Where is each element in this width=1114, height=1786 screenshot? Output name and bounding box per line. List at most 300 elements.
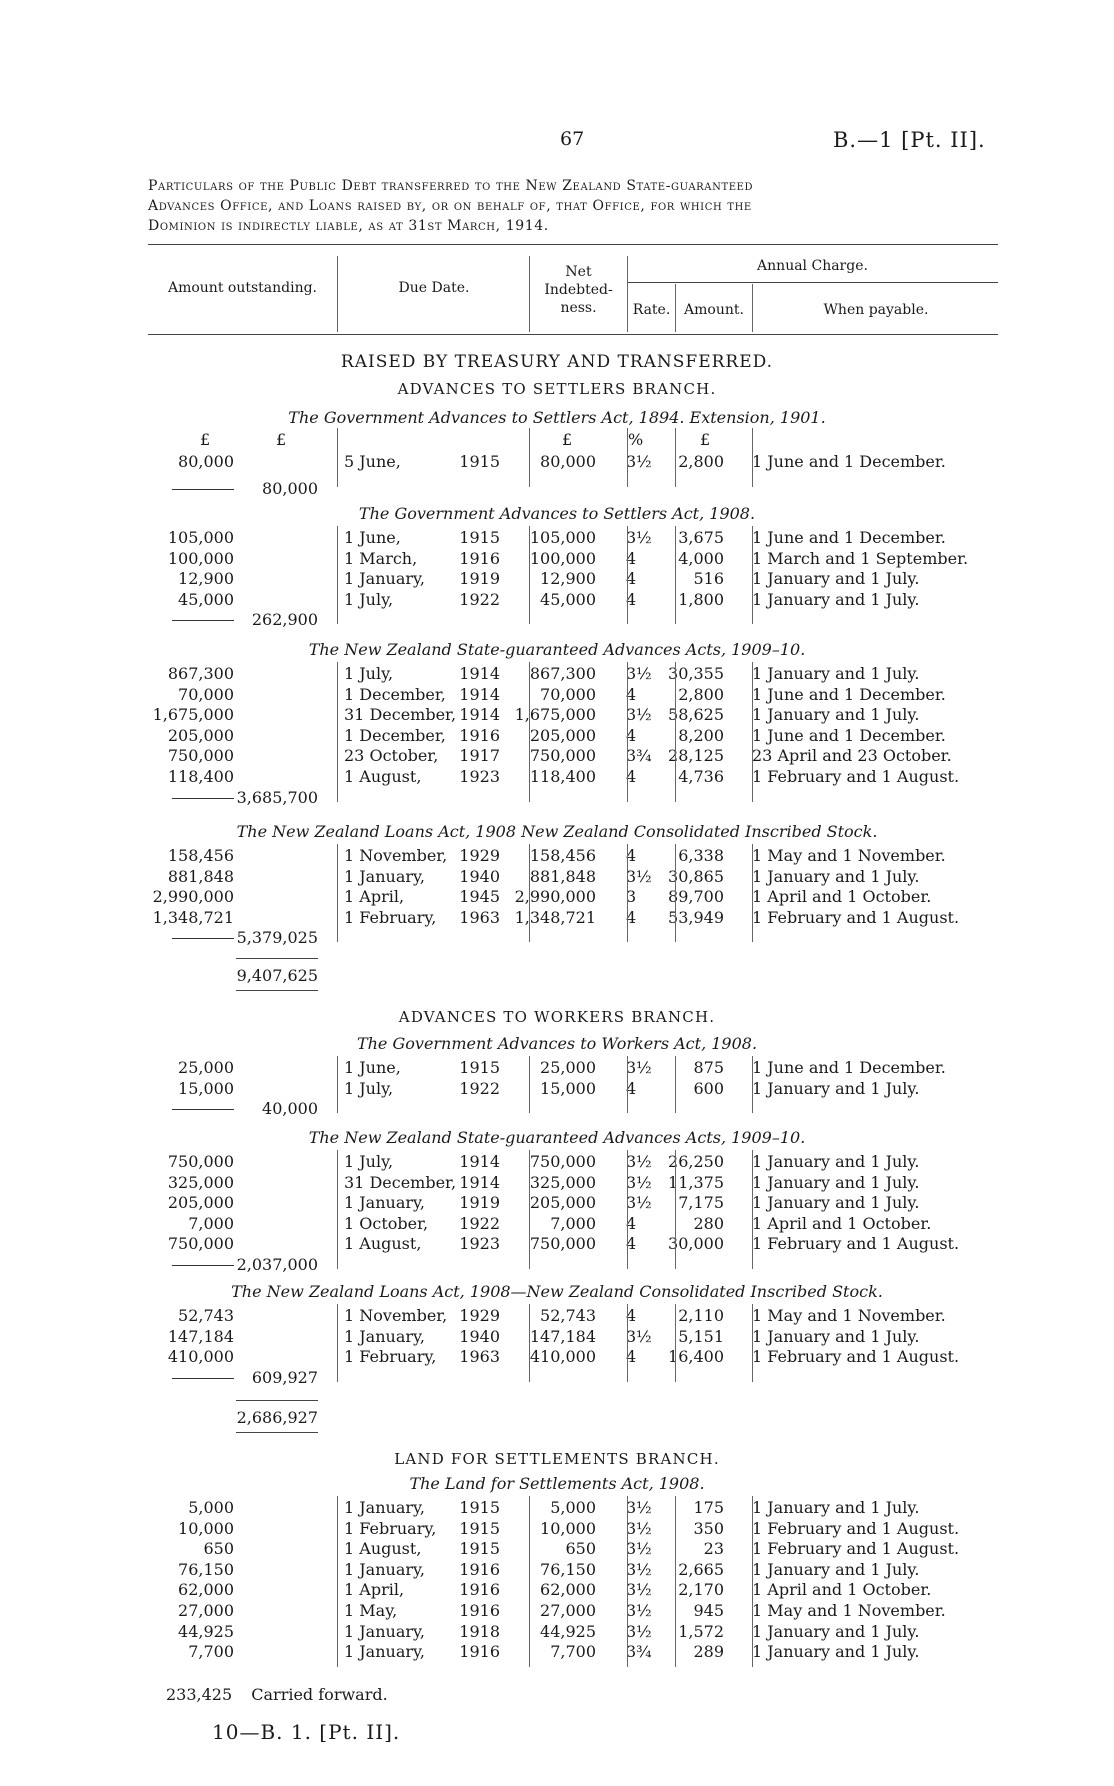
amount-outstanding: 44,925 [178,1621,234,1641]
header-when-payable: When payable. [823,302,929,318]
amount-outstanding: 867,300 [167,664,234,683]
annual-charge-amount: 600 [693,1078,724,1098]
when-payable: 1 February and 1 August. [752,1347,960,1367]
table-row [0,1642,1114,1662]
table-row [0,908,1114,928]
column-divider [627,1496,628,1667]
amount-outstanding: 205,000 [167,725,234,745]
interest-rate: 3½ [626,1518,652,1538]
due-date-day: 1 February, [344,1347,437,1367]
column-divider [627,1150,628,1269]
annual-charge-amount: 89,700 [668,887,724,907]
column-divider [627,662,628,802]
table-row [0,1580,1114,1600]
annual-charge-amount: 289 [693,1642,724,1662]
due-date-day: 1 August, [344,1234,422,1254]
due-date-year: 1923 [459,1234,500,1254]
due-date-year: 1963 [459,1347,500,1367]
due-date-day: 1 May, [344,1601,398,1620]
pound-unit: £ [276,430,287,449]
act-title: The New Zealand State-guaranteed Advances Acts, 1909–10. [308,1128,806,1147]
interest-rate: 4 [626,1306,637,1325]
column-divider [675,1496,676,1667]
amount-outstanding: 5,000 [188,1498,234,1517]
net-indebtedness: 2,990,000 [514,887,596,907]
annual-charge-amount: 875 [693,1058,724,1077]
due-date-day: 1 July, [344,1078,394,1098]
subtotal-dash [172,938,234,939]
table-row [0,664,1114,684]
interest-rate: 4 [626,548,637,568]
annual-charge-amount: 53,949 [668,907,724,927]
net-indebtedness: 12,900 [540,569,596,589]
net-indebtedness: 80,000 [540,452,596,471]
when-payable: 1 February and 1 August. [752,1234,960,1254]
total-rule-top [236,1400,318,1401]
column-divider [752,844,753,942]
when-payable: 1 April and 1 October. [752,1213,932,1233]
annual-charge-amount: 58,625 [668,705,724,725]
annual-charge-amount: 30,355 [668,664,724,683]
due-date-year: 1922 [459,589,500,609]
header-net-1: Net [565,264,592,280]
due-date-day: 1 December, [344,684,446,704]
amount-outstanding: 158,456 [167,846,234,865]
when-payable: 1 April and 1 October. [752,1580,932,1600]
due-date-year: 1915 [459,1518,500,1538]
when-payable: 1 January and 1 July. [752,589,920,609]
amount-outstanding: 325,000 [167,1172,234,1192]
column-divider [529,844,530,942]
table-row [0,685,1114,705]
column-divider [752,1304,753,1382]
due-date-year: 1916 [459,725,500,745]
title-line-3: Dominion is indirectly liable, as at 31st March, 1914. [148,218,549,234]
table-row [0,705,1114,725]
net-indebtedness: 205,000 [529,1193,596,1213]
table-row [0,1601,1114,1621]
due-date-day: 23 October, [344,746,439,766]
due-date-year: 1914 [459,684,500,704]
header-amount-outstanding: Amount outstanding. [167,280,318,296]
when-payable: 1 June and 1 December. [752,684,946,704]
annual-charge-amount: 2,800 [678,452,724,471]
header-divider [752,284,753,332]
due-date-year: 1914 [459,705,500,725]
column-divider [337,1056,338,1113]
net-indebtedness: 410,000 [529,1347,596,1367]
column-divider [675,1304,676,1382]
interest-rate: 3½ [626,1152,652,1171]
branch-subtotal: 2,037,000 [236,1255,318,1274]
when-payable: 1 February and 1 August. [752,767,960,786]
net-indebtedness: 1,348,721 [514,907,596,927]
column-divider [337,1496,338,1667]
act-title: The New Zealand State-guaranteed Advances Acts, 1909–10. [308,640,806,659]
when-payable: 1 January and 1 July. [752,1621,920,1641]
due-date-day: 31 December, [344,1172,457,1192]
table-row [0,590,1114,610]
due-date-year: 1918 [459,1621,500,1641]
section-heading: RAISED BY TREASURY AND TRANSFERRED. [340,352,774,372]
column-divider [675,844,676,942]
due-date-day: 1 August, [344,1539,422,1559]
net-indebtedness: 76,150 [540,1559,596,1579]
net-indebtedness: 158,456 [529,846,596,865]
table-row [0,726,1114,746]
annual-charge-amount: 350 [693,1518,724,1538]
due-date-year: 1940 [459,866,500,886]
due-date-day: 1 April, [344,887,405,907]
amount-outstanding: 12,900 [178,569,234,589]
interest-rate: 4 [626,684,637,704]
interest-rate: 3 [626,887,637,907]
annual-charge-amount: 8,200 [678,725,724,745]
column-divider [529,1150,530,1269]
due-date-day: 1 November, [344,1306,448,1325]
amount-outstanding: 205,000 [167,1193,234,1213]
when-payable: 1 January and 1 July. [752,1498,920,1517]
header-due-date: Due Date. [398,280,470,296]
branch-subtotal: 5,379,025 [236,928,318,948]
interest-rate: 3½ [626,452,652,471]
due-date-year: 1915 [459,528,500,547]
table-row [0,746,1114,766]
when-payable: 1 May and 1 November. [752,1601,946,1620]
branch-subtotal: 80,000 [262,478,318,498]
interest-rate: 3¾ [626,1642,652,1662]
annual-charge-rule [627,282,998,283]
due-date-day: 1 February, [344,907,437,927]
table-row [0,569,1114,589]
net-indebtedness: 750,000 [529,1234,596,1254]
subtotal-dash [172,798,234,799]
interest-rate: 4 [626,907,637,927]
column-divider [529,1496,530,1667]
table-row [0,767,1114,787]
annual-charge-amount: 7,175 [678,1193,724,1213]
page-number: 67 [560,128,585,150]
interest-rate: 4 [626,1234,637,1254]
amount-outstanding: 2,990,000 [152,887,234,907]
amount-outstanding: 76,150 [178,1559,234,1579]
interest-rate: 3½ [626,664,652,683]
interest-rate: 3½ [626,705,652,725]
subtotal-dash [172,1378,234,1379]
when-payable: 1 January and 1 July. [752,1326,920,1346]
header-annual-charge: Annual Charge. [757,258,868,274]
column-divider [675,1150,676,1269]
column-divider [752,428,753,487]
table-row [0,846,1114,866]
amount-outstanding: 410,000 [167,1347,234,1367]
pound-unit: £ [562,430,573,449]
column-divider [675,428,676,487]
net-indebtedness: 881,848 [529,866,596,886]
table-row [0,1152,1114,1172]
net-indebtedness: 7,700 [550,1642,596,1662]
interest-rate: 4 [626,846,637,865]
due-date-year: 1929 [459,1306,500,1325]
amount-outstanding: 45,000 [178,589,234,609]
subtotal-dash [172,1109,234,1110]
due-date-year: 1923 [459,767,500,786]
due-date-year: 1919 [459,1193,500,1213]
annual-charge-amount: 11,375 [668,1172,724,1192]
branch-subtotal: 609,927 [251,1367,318,1387]
column-divider [337,844,338,942]
due-date-year: 1922 [459,1078,500,1098]
column-divider [752,1056,753,1113]
annual-charge-amount: 23 [703,1539,724,1559]
pound-unit: £ [200,430,211,449]
annual-charge-amount: 4,736 [678,767,724,786]
table-row [0,1193,1114,1213]
due-date-day: 5 June, [344,452,401,471]
interest-rate: 3½ [626,1193,652,1213]
when-payable: 23 April and 23 October. [752,746,952,766]
interest-rate: 4 [626,1078,637,1098]
branch-subtotal: 40,000 [262,1099,318,1119]
annual-charge-amount: 280 [693,1213,724,1233]
when-payable: 1 January and 1 July. [752,664,920,683]
net-indebtedness: 650 [565,1539,596,1559]
due-date-day: 1 February, [344,1518,437,1538]
table-row [0,1173,1114,1193]
table-row [0,1327,1114,1347]
table-row [0,1214,1114,1234]
column-divider [752,1496,753,1667]
annual-charge-amount: 30,000 [668,1234,724,1254]
header-amount: Amount. [684,302,744,318]
due-date-day: 1 January, [344,569,426,589]
annual-charge-amount: 30,865 [668,866,724,886]
document-reference: B.—1 [Pt. II]. [833,128,986,152]
due-date-year: 1915 [459,1498,500,1517]
column-divider [529,662,530,802]
net-indebtedness: 100,000 [529,548,596,568]
amount-outstanding: 100,000 [167,548,234,568]
interest-rate: 3½ [626,1326,652,1346]
total-rule-bottom [236,1432,318,1433]
amount-outstanding: 881,848 [167,866,234,886]
table-row [0,1347,1114,1367]
net-indebtedness: 7,000 [550,1213,596,1233]
net-indebtedness: 70,000 [540,684,596,704]
table-row [0,452,1114,472]
annual-charge-amount: 28,125 [668,746,724,766]
when-payable: 1 January and 1 July. [752,1642,920,1662]
due-date-day: 1 January, [344,1621,426,1641]
carried-forward-label: Carried forward. [251,1685,388,1704]
branch-total: 2,686,927 [236,1408,318,1427]
when-payable: 1 June and 1 December. [752,528,946,547]
when-payable: 1 January and 1 July. [752,1193,920,1213]
annual-charge-amount: 6,338 [678,846,724,865]
amount-outstanding: 10,000 [178,1518,234,1538]
amount-outstanding: 750,000 [167,1152,234,1171]
carried-forward [166,1685,388,1704]
when-payable: 1 January and 1 July. [752,705,920,725]
net-indebtedness: 750,000 [529,746,596,766]
due-date-day: 1 January, [344,866,426,886]
due-date-day: 1 June, [344,528,401,547]
due-date-year: 1919 [459,569,500,589]
pound-unit: £ [700,430,711,449]
due-date-day: 1 December, [344,725,446,745]
net-indebtedness: 52,743 [540,1306,596,1325]
net-indebtedness: 325,000 [529,1172,596,1192]
amount-outstanding: 27,000 [178,1601,234,1620]
net-indebtedness: 5,000 [550,1498,596,1517]
title-line-2: Advances Office, and Loans raised by, or on behalf of, that Office, for which the [148,198,752,214]
net-indebtedness: 118,400 [529,767,596,786]
table-row [0,1560,1114,1580]
due-date-year: 1940 [459,1326,500,1346]
due-date-year: 1914 [459,1152,500,1171]
when-payable: 1 January and 1 July. [752,866,920,886]
table-row [0,549,1114,569]
percent-unit: % [628,430,644,449]
net-indebtedness: 750,000 [529,1152,596,1171]
annual-charge-amount: 5,151 [678,1326,724,1346]
column-divider [627,1304,628,1382]
when-payable: 1 May and 1 November. [752,846,946,865]
column-divider [752,1150,753,1269]
due-date-year: 1914 [459,1172,500,1192]
when-payable: 1 June and 1 December. [752,452,946,471]
due-date-day: 1 October, [344,1213,429,1233]
when-payable: 1 June and 1 December. [752,1058,946,1077]
due-date-day: 1 January, [344,1193,426,1213]
act-title: The Land for Settlements Act, 1908. [409,1474,705,1493]
interest-rate: 3½ [626,1559,652,1579]
amount-outstanding: 52,743 [178,1306,234,1325]
due-date-day: 1 January, [344,1559,426,1579]
due-date-day: 1 July, [344,589,394,609]
act-title: The New Zealand Loans Act, 1908—New Zealand Consolidated Inscribed Stock. [231,1282,883,1301]
due-date-year: 1922 [459,1213,500,1233]
title-line-1: Particulars of the Public Debt transferred to the New Zealand State-guaranteed [148,178,754,194]
due-date-year: 1915 [459,1539,500,1559]
branch-subtotal: 3,685,700 [236,787,318,807]
subtotal-dash [172,620,234,621]
column-divider [675,1056,676,1113]
table-row [0,1498,1114,1518]
amount-outstanding: 7,700 [188,1642,234,1662]
amount-outstanding: 62,000 [178,1580,234,1600]
column-divider [337,1304,338,1382]
due-date-day: 1 June, [344,1058,401,1077]
branch-heading: LAND FOR SETTLEMENTS BRANCH. [394,1450,720,1468]
subtotal-dash [172,1265,234,1266]
interest-rate: 4 [626,767,637,786]
column-divider [337,1150,338,1269]
interest-rate: 4 [626,725,637,745]
amount-outstanding: 1,348,721 [152,907,234,927]
branch-heading: ADVANCES TO SETTLERS BRANCH. [397,380,717,398]
amount-outstanding: 80,000 [178,452,234,471]
amount-outstanding: 750,000 [167,746,234,766]
interest-rate: 3½ [626,1498,652,1517]
due-date-year: 1929 [459,846,500,865]
table-row [0,1622,1114,1642]
column-divider [529,526,530,624]
table-row [0,1539,1114,1559]
when-payable: 1 February and 1 August. [752,1539,960,1559]
net-indebtedness: 25,000 [540,1058,596,1077]
annual-charge-amount: 2,110 [678,1306,724,1325]
annual-charge-amount: 26,250 [668,1152,724,1171]
when-payable: 1 April and 1 October. [752,887,932,907]
header-bottom-rule [148,334,998,335]
amount-outstanding: 750,000 [167,1234,234,1254]
due-date-day: 1 July, [344,664,394,683]
total-rule-top [236,958,318,959]
due-date-year: 1916 [459,1580,500,1600]
column-divider [752,662,753,802]
annual-charge-amount: 945 [693,1601,724,1620]
column-divider [675,662,676,802]
when-payable: 1 February and 1 August. [752,1518,960,1538]
annual-charge-amount: 2,665 [678,1559,724,1579]
due-date-day: 1 November, [344,846,448,865]
when-payable: 1 February and 1 August. [752,907,960,927]
header-net-2: Indebted- [544,282,613,298]
due-date-day: 1 January, [344,1642,426,1662]
net-indebtedness: 44,925 [540,1621,596,1641]
table-row [0,1519,1114,1539]
interest-rate: 3½ [626,866,652,886]
when-payable: 1 January and 1 July. [752,1559,920,1579]
branch-total: 9,407,625 [236,966,318,985]
annual-charge-amount: 4,000 [678,548,724,568]
column-divider [529,1056,530,1113]
net-indebtedness: 15,000 [540,1078,596,1098]
header-divider [337,256,338,332]
when-payable: 1 June and 1 December. [752,725,946,745]
net-indebtedness: 1,675,000 [514,705,596,725]
amount-outstanding: 650 [203,1539,234,1559]
annual-charge-amount: 175 [693,1498,724,1517]
table-row [0,867,1114,887]
when-payable: 1 May and 1 November. [752,1306,946,1325]
net-indebtedness: 27,000 [540,1601,596,1620]
column-divider [627,1056,628,1113]
when-payable: 1 January and 1 July. [752,1152,920,1171]
branch-heading: ADVANCES TO WORKERS BRANCH. [398,1008,716,1026]
due-date-year: 1916 [459,1601,500,1620]
net-indebtedness: 62,000 [540,1580,596,1600]
header-top-rule [148,244,998,245]
when-payable: 1 January and 1 July. [752,1078,920,1098]
when-payable: 1 January and 1 July. [752,569,920,589]
document-title [148,176,1008,236]
interest-rate: 3½ [626,1621,652,1641]
interest-rate: 3¾ [626,746,652,766]
interest-rate: 3½ [626,1580,652,1600]
act-title: The Government Advances to Workers Act, 1908. [356,1034,758,1053]
annual-charge-amount: 3,675 [678,528,724,547]
amount-outstanding: 15,000 [178,1078,234,1098]
table-row [0,528,1114,548]
due-date-day: 1 January, [344,1326,426,1346]
page-signature: 10—B. 1. [Pt. II]. [212,1720,401,1744]
interest-rate: 4 [626,1347,637,1367]
total-rule-bottom [236,990,318,991]
column-divider [752,526,753,624]
column-divider [337,526,338,624]
